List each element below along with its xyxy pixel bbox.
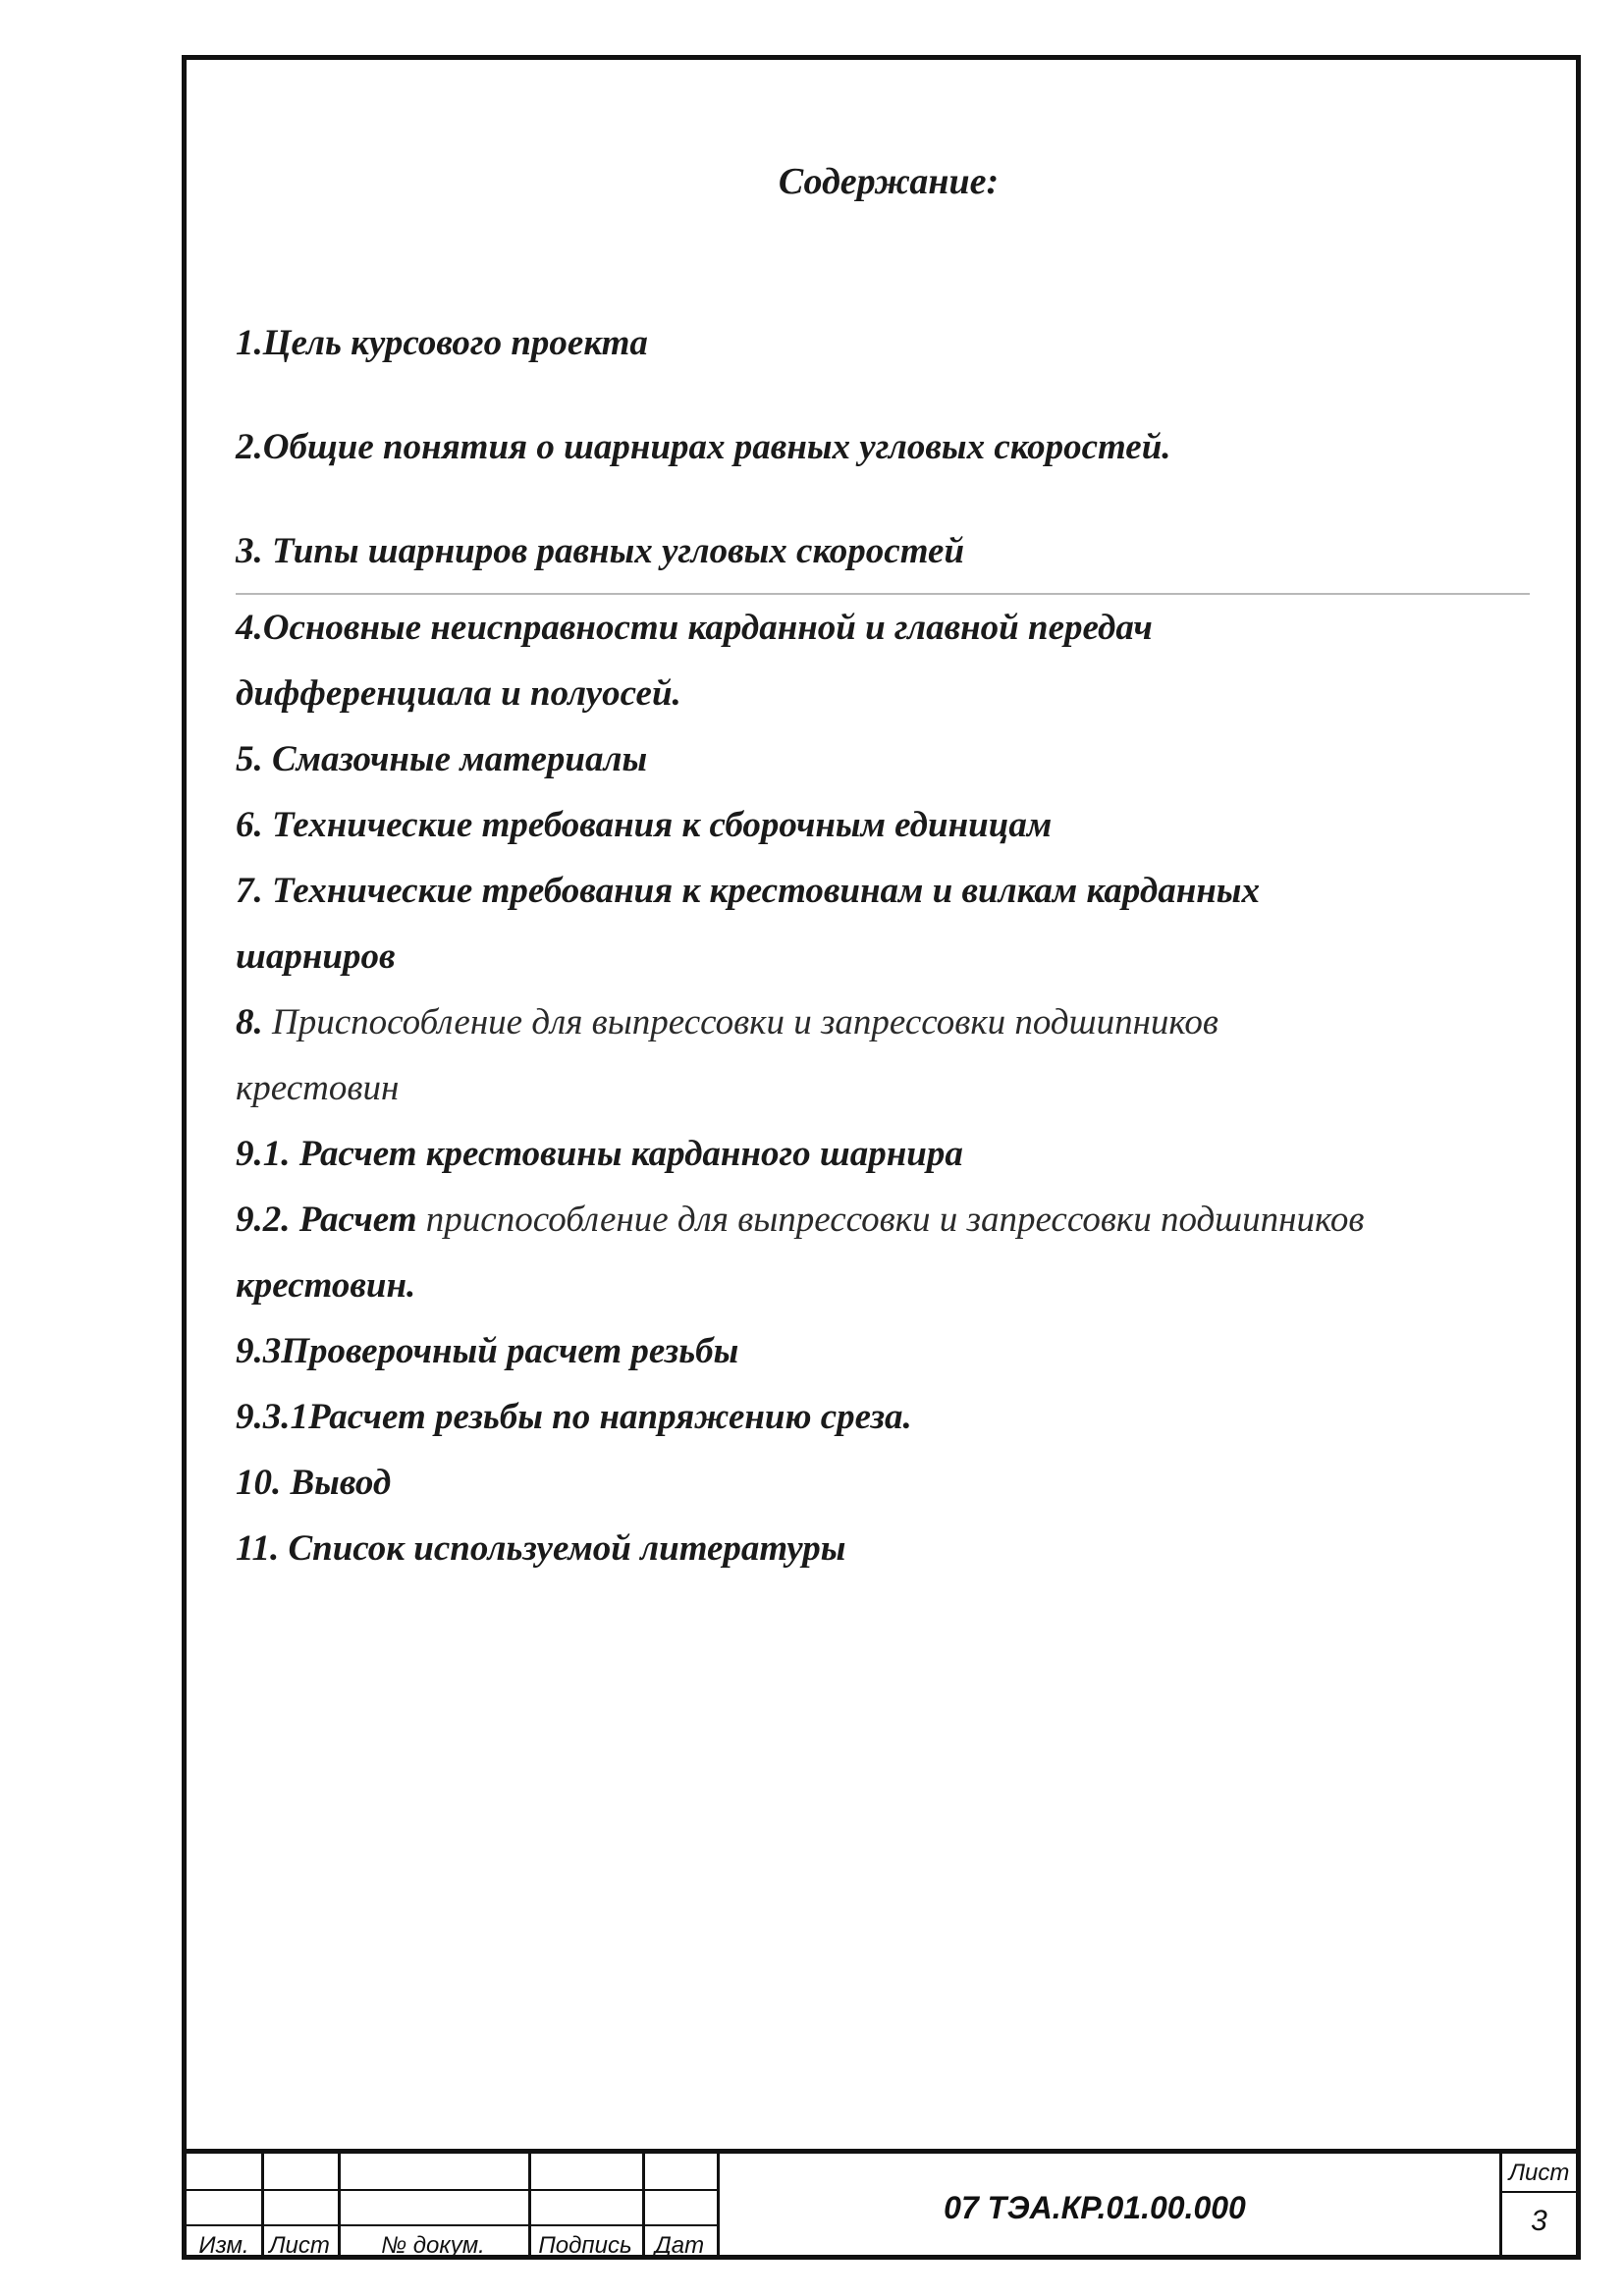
toc-entry-9-2	[236, 1201, 1364, 1238]
document-code: 07 ТЭА.КР.01.00.000	[944, 2190, 1246, 2225]
toc-entry-7-cont: шарниров	[236, 936, 396, 977]
toc-entry-6: 6. Технические требования к сборочным единицам	[236, 805, 1053, 845]
sheet-label: Лист	[1508, 2160, 1570, 2186]
toc-entry-4: 4.Основные неисправности карданной и главной передач	[236, 608, 1153, 648]
toc-entry-8	[236, 1004, 1218, 1041]
label-date: Дат	[654, 2232, 705, 2259]
toc-entry-9-2-prefix: 9.2. Расчет	[236, 1200, 426, 1240]
toc-entry-9-2-cont: крестовин.	[236, 1265, 416, 1306]
toc-entry-1: 1.Цель курсового проекта	[236, 323, 648, 363]
label-list: Лист	[269, 2232, 330, 2259]
title-block	[187, 2149, 1576, 2259]
toc-entry-7: 7. Технические требования к крестовинам и вилкам карданных	[236, 871, 1260, 911]
toc-entry-10: 10. Вывод	[236, 1463, 392, 1503]
toc-entry-8-prefix: 8.	[236, 1002, 272, 1042]
toc-title: Содержание:	[778, 161, 1000, 202]
toc-entry-8-cont-text: крестовин	[236, 1068, 400, 1108]
toc-entry-11: 11. Список используемой литературы	[236, 1528, 846, 1569]
toc-entry-9-3-1: 9.3.1Расчет резьбы по напряжению среза.	[236, 1397, 912, 1437]
toc-entry-2: 2.Общие понятия о шарнирах равных угловых скоростей.	[236, 427, 1171, 467]
toc-entry-8-text: Приспособление для выпрессовки и запрессовки подшипников	[272, 1002, 1218, 1042]
page-frame	[182, 55, 1581, 2260]
toc-entry-9-3: 9.3Проверочный расчет резьбы	[236, 1331, 739, 1371]
toc-entry-5: 5. Смазочные материалы	[236, 739, 648, 779]
label-doc-no: № докум.	[381, 2232, 485, 2259]
title-block-row-line	[1499, 2191, 1576, 2193]
title-block-row-line	[187, 2189, 718, 2191]
toc-entry-9-2-text: приспособление для выпрессовки и запрессовки подшипников	[425, 1200, 1365, 1240]
title-block-divider	[717, 2154, 720, 2255]
toc-entry-4-cont: дифференциала и полуосей.	[236, 673, 681, 714]
separator-line	[236, 593, 1530, 595]
toc-entry-9-1: 9.1. Расчет крестовины карданного шарнира	[236, 1134, 963, 1174]
toc-entry-3: 3. Типы шарниров равных угловых скоростей	[236, 531, 965, 571]
label-signature: Подпись	[538, 2232, 632, 2259]
toc-entry-8-cont	[236, 1070, 399, 1106]
label-izm: Изм.	[198, 2232, 249, 2259]
title-block-row-line	[187, 2224, 718, 2226]
sheet-number: 3	[1531, 2205, 1547, 2237]
